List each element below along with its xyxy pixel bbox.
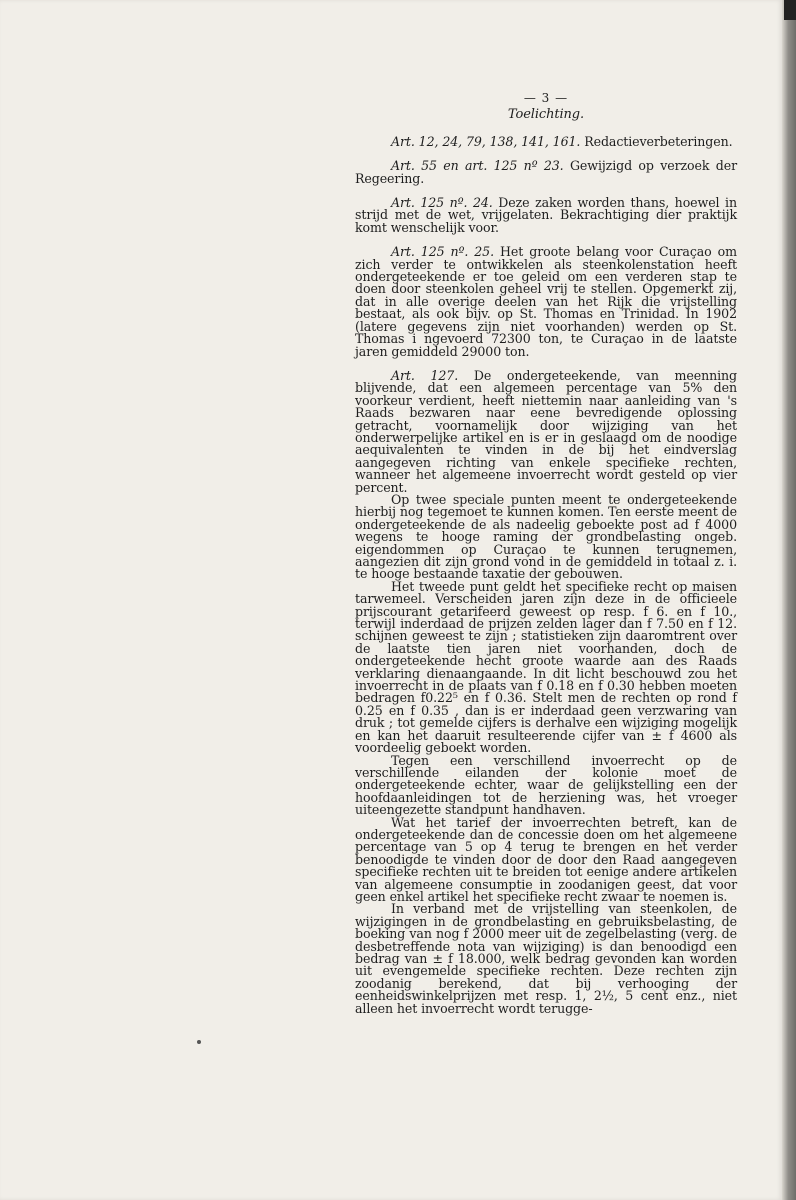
paragraph-verschillend-invoerrecht: Tegen een verschillend invoerrecht op de verschillende eilanden der kolonie moet de ondergeteekende echter, waar de gelijkstelling een der hoofdaanleidingen tot de herziening was, het vroeger uiteengezette standpunt handhaven. — [355, 752, 737, 818]
page-number: — 3 — — [523, 91, 569, 105]
margin-dot — [197, 1040, 201, 1044]
paragraph-art-125-25 — [355, 246, 737, 358]
article-ref: Art. 127. — [391, 367, 459, 383]
paragraph-text: De ondergeteekende, van meenning blijvende, dat een algemeen percentage van 5% den voorkeur verdient, heeft niettemin naar aanleiding van 's Raads bezwaren naar eene bevredigende oplossing getracht, voornamelijk door wijziging van het onderwerpelijke artikel en is er in geslaagd om de noodige aequivalenten te vinden in de bij het eindverslag aangegeven richting van enkele specifieke rechten, wanneer het algemeene invoerrecht wordt gesteld op vier percent. — [355, 367, 737, 495]
paragraph-text: Gewijzigd op verzoek der Regeering. — [355, 158, 737, 186]
page-content — [355, 92, 737, 1015]
corner-tab — [784, 0, 796, 20]
paragraph-text: Het groote belang voor Curaçao om zich verder te ontwikkelen als steenkolenstation heeft ondergeteekende er toe geleid om een verderen stap te doen door steenkolen geheel vrij te stellen. Opgemerkt zij, dat in alle overige deelen van het Rijk die vrijstelling bestaat, als ook bijv. op St. Thomas en Trinidad. In 1902 (latere gegevens zijn niet voorhanden) werden op St. Thomas i ngevoerd 72300 ton, te Curaçao in de laatste jaren gemiddeld 29000 ton. — [355, 244, 737, 359]
paragraph-art-55 — [355, 160, 737, 185]
article-ref: Art. 125 nº. 24. — [391, 195, 493, 211]
paragraph-tweede-punt: Het tweede punt geldt het specifieke recht op maisen tarwemeel. Verscheiden jaren zijn deze in de officieele prijscourant getarifeerd geweest op resp. f 6. en f 10., terwijl inderdaad de prijzen zelden lager dan f 7.50 en f 12. schijnen geweest te zijn ; statistieken zijn daaromtrent over de laatste tien jaren niet voorhanden, doch de ondergeteekende hecht groote waarde aan des Raads verklaring dienaangaande. In dit licht beschouwd zou het invoerrecht in de plaats van f 0.18 en f 0.30 hebben moeten bedragen f0.22⁵ en f 0.36. Stelt men de rechten op rond f 0.25 en f 0.35 , dan is er inderdaad geen verzwaring van druk ; tot gemelde cijfers is derhalve een wijziging mogelijk en kan het daaruit resulteerende cijfer van ± f 4600 als voordeelig geboekt worden. — [355, 578, 737, 756]
paragraph-text: Redactieverbeteringen. — [584, 133, 733, 149]
article-ref: Art. 125 nº. 25. — [391, 244, 495, 260]
paragraph-art-125-24 — [355, 197, 737, 234]
section-heading: Toelichting. — [507, 107, 585, 123]
article-ref: Art. 55 en art. 125 nº 23. — [391, 158, 564, 174]
page-edge — [782, 0, 796, 1200]
paragraph-speciale-punten: Op twee speciale punten meent te ondergeteekende hierbij nog tegemoet te kunnen komen. Ten eerste meent de ondergeteekende de als nadeelig geboekte post ad f 4000 wegens te hooge raming der grondbelasting ongeb. eigendommen op Curaçao te kunnen terugnemen, aangezien dit zijn grond vond in de gemiddeld in totaal z. i. te hooge bestaande taxatie der gebouwen. — [355, 491, 737, 582]
paragraph-art-127 — [355, 367, 737, 495]
paragraph-vrijstelling: In verband met de vrijstelling van steenkolen, de wijzigingen in de grondbelasting en gebruiksbelasting, de boeking van nog f 2000 meer uit de zegelbelasting (verg. de desbetreffende nota van wijziging) is dan benoodigd een bedrag van ± f 18.000, welk bedrag gevonden kan worden uit evengemelde specifieke rechten. Deze rechten zijn zoodanig berekend, dat bij verhooging der eenheidswinkelprijzen met resp. 1, 2½, 5 cent enz., niet alleen het invoerrecht wordt terugge- — [355, 901, 737, 1016]
paragraph-tarief: Wat het tarief der invoerrechten betreft, kan de ondergeteekende dan de concessie doen om het algemeene percentage van 5 op 4 terug te brengen en het verder benoodigde te vinden door de door den Raad aangegeven specifieke rechten uit te breiden tot eenige andere artikelen van algemeene consumptie in zoodanigen geest, dat voor geen enkel artikel het specifieke recht zwaar te noemen is. — [355, 814, 737, 904]
paragraph-text: Deze zaken worden thans, hoewel in strijd met de wet, vrijgelaten. Bekrachtiging dier praktijk komt wenschelijk voor. — [355, 195, 737, 235]
paragraph-art-redactie — [355, 133, 737, 149]
article-ref: Art. 12, 24, 79, 138, 141, 161. — [391, 133, 581, 149]
